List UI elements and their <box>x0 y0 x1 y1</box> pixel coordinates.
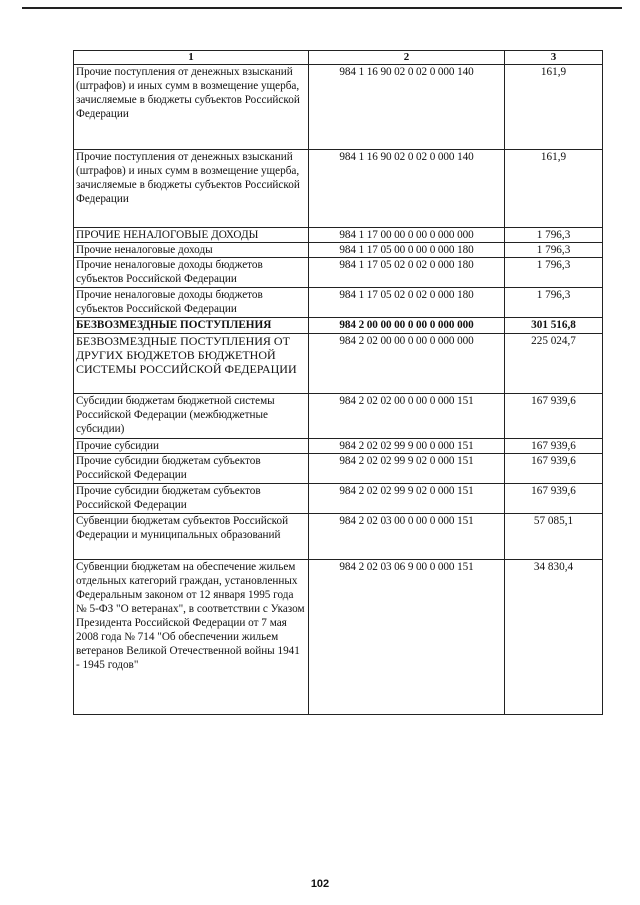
row-amount: 34 830,4 <box>505 560 603 715</box>
row-amount: 161,9 <box>505 150 603 228</box>
row-name: Прочие неналоговые доходы бюджетов субъектов Российской Федерации <box>74 288 309 318</box>
table-row <box>74 318 603 334</box>
row-name: БЕЗВОЗМЕЗДНЫЕ ПОСТУПЛЕНИЯ ОТ ДРУГИХ БЮДЖЕТОВ БЮДЖЕТНОЙ СИСТЕМЫ РОССИЙСКОЙ ФЕДЕРАЦИИ <box>74 334 309 394</box>
table-header-row <box>74 51 603 65</box>
table-row <box>74 258 603 288</box>
row-code: 984 1 16 90 02 0 02 0 000 140 <box>309 150 505 228</box>
column-header-2: 2 <box>309 51 505 65</box>
row-amount: 301 516,8 <box>505 318 603 334</box>
table-row <box>74 439 603 454</box>
row-code: 984 2 02 02 99 9 02 0 000 151 <box>309 454 505 484</box>
row-code: 984 2 02 03 00 0 00 0 000 151 <box>309 514 505 560</box>
table-row <box>74 65 603 150</box>
row-amount: 1 796,3 <box>505 228 603 243</box>
row-amount: 167 939,6 <box>505 394 603 439</box>
row-code: 984 1 17 05 00 0 00 0 000 180 <box>309 243 505 258</box>
page-number: 102 <box>310 878 330 890</box>
row-code: 984 1 16 90 02 0 02 0 000 140 <box>309 65 505 150</box>
row-name: ПРОЧИЕ НЕНАЛОГОВЫЕ ДОХОДЫ <box>74 228 309 243</box>
row-amount: 1 796,3 <box>505 258 603 288</box>
row-code: 984 2 02 02 99 9 00 0 000 151 <box>309 439 505 454</box>
row-name: Прочие поступления от денежных взысканий (штрафов) и иных сумм в возмещение ущерба, зачисляемые в бюджеты субъектов Российской Федерации <box>74 150 309 228</box>
row-code: 984 2 02 03 06 9 00 0 000 151 <box>309 560 505 715</box>
row-amount: 225 024,7 <box>505 334 603 394</box>
row-code: 984 1 17 05 02 0 02 0 000 180 <box>309 258 505 288</box>
row-name: Прочие субсидии бюджетам субъектов Российской Федерации <box>74 484 309 514</box>
table-row <box>74 484 603 514</box>
row-amount: 1 796,3 <box>505 288 603 318</box>
row-name: БЕЗВОЗМЕЗДНЫЕ ПОСТУПЛЕНИЯ <box>74 318 309 334</box>
top-border-rule <box>22 7 622 9</box>
row-code: 984 2 02 02 99 9 02 0 000 151 <box>309 484 505 514</box>
table-row <box>74 150 603 228</box>
column-header-3: 3 <box>505 51 603 65</box>
table-row <box>74 288 603 318</box>
row-code: 984 2 02 00 00 0 00 0 000 000 <box>309 334 505 394</box>
table-row <box>74 454 603 484</box>
row-name: Прочие неналоговые доходы бюджетов субъектов Российской Федерации <box>74 258 309 288</box>
table-row <box>74 243 603 258</box>
row-amount: 167 939,6 <box>505 439 603 454</box>
budget-revenue-table <box>73 50 603 715</box>
table-row <box>74 560 603 715</box>
row-name: Прочие неналоговые доходы <box>74 243 309 258</box>
row-code: 984 2 02 02 00 0 00 0 000 151 <box>309 394 505 439</box>
row-name: Прочие субсидии <box>74 439 309 454</box>
row-amount: 167 939,6 <box>505 484 603 514</box>
row-name: Субвенции бюджетам субъектов Российской Федерации и муниципальных образований <box>74 514 309 560</box>
row-name: Прочие поступления от денежных взысканий (штрафов) и иных сумм в возмещение ущерба, зачисляемые в бюджеты субъектов Российской Федерации <box>74 65 309 150</box>
row-amount: 161,9 <box>505 65 603 150</box>
row-amount: 57 085,1 <box>505 514 603 560</box>
row-code: 984 1 17 00 00 0 00 0 000 000 <box>309 228 505 243</box>
table-row <box>74 394 603 439</box>
row-name: Субсидии бюджетам бюджетной системы Российской Федерации (межбюджетные субсидии) <box>74 394 309 439</box>
table-row <box>74 514 603 560</box>
row-amount: 1 796,3 <box>505 243 603 258</box>
row-amount: 167 939,6 <box>505 454 603 484</box>
column-header-1: 1 <box>74 51 309 65</box>
row-name: Прочие субсидии бюджетам субъектов Российской Федерации <box>74 454 309 484</box>
row-code: 984 1 17 05 02 0 02 0 000 180 <box>309 288 505 318</box>
row-name: Субвенции бюджетам на обеспечение жильем отдельных категорий граждан, установленных Федеральным законом от 12 января 1995 года № 5-ФЗ "О ветеранах", в соответствии с Указом Президента Российской Федерации от 7 мая 2008 года № 714 "Об обеспечении жильем ветеранов Великой Отечественной войны 1941 - 1945 годов" <box>74 560 309 715</box>
table-row <box>74 334 603 394</box>
table-row <box>74 228 603 243</box>
row-code: 984 2 00 00 00 0 00 0 000 000 <box>309 318 505 334</box>
